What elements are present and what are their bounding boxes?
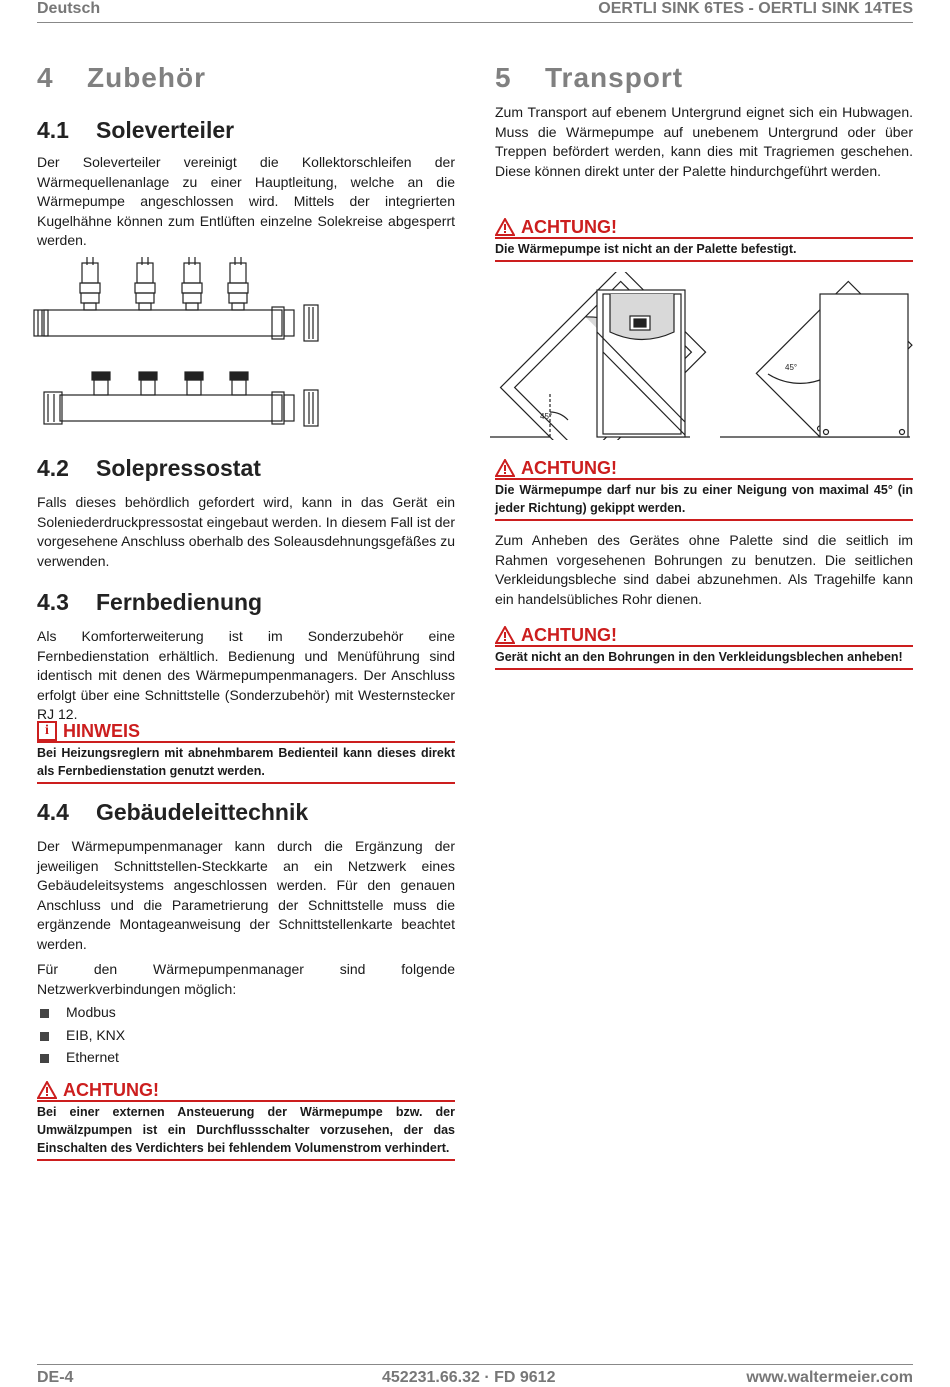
section-4-3-text: Als Komforterweiterung ist im Sonderzubehör eine Fernbedienstation erhältlich. Bedienung und Menüführung sind identisch mit denen des Wärmepumpenmanagers. Der Anschluss erfolgt über eine Schnittstelle (Sonderzubehör) mit Westernstecker RJ 12. (37, 628, 455, 722)
warning-icon (37, 1081, 57, 1099)
ball-valves (80, 257, 248, 310)
section-4-4-text-1: Der Wärmepumpenmanager kann durch die Ergänzung der jeweiligen Schnittstellen-Steckkarte an ein Netzwerk eines Gebäudeleitsystems angeschlossen werden. Für den genauen Anschluss und die Parametrierung der Schnittstelle muss die ergänzende Montageanweisung der Schnittstellenkarte beachtet werden. (37, 838, 455, 952)
warning-title: ACHTUNG! (521, 457, 617, 478)
section-4-4 (37, 799, 455, 1069)
section-4-1 (37, 117, 455, 251)
section-5-paragraph-2: Zum Anheben des Gerätes ohne Palette sind die seitlich im Rahmen vorgesehenen Bohrungen zu benutzen. Die seitlichen Verkleidungsbleche sind dabei abzunehmen. Als Tragehilfe kann ein handelsübliches Rohr dienen. (495, 532, 913, 607)
soleverteiler-illustration (30, 255, 340, 435)
footer-page-number: DE-4 (37, 1369, 74, 1386)
page-footer (37, 1364, 913, 1387)
warning-title: ACHTUNG! (521, 624, 617, 645)
tilt-illustration (490, 272, 915, 440)
page-header (37, 0, 913, 23)
section-5-text: Zum Transport auf ebenem Untergrund eignet sich ein Hubwagen. Muss die Wärmepumpe auf unebenem Untergrund oder über Treppen befördert werden, kann dies mit Tragriemen geschehen. Diese können direkt unter der Palette hindurchgeführt werden. (495, 104, 913, 179)
section-5-heading: 5 Transport (495, 62, 684, 93)
warning-text: Die Wärmepumpe darf nur bis zu einer Neigung von maximal 45° (in jeder Richtung) gekippt werden. (495, 478, 913, 521)
warning-icon (495, 626, 515, 644)
list-item: Modbus (37, 1001, 455, 1024)
warning-box-5b (495, 458, 913, 521)
section-4-1-text: Der Soleverteiler vereinigt die Kollektorschleifen der Wärmequellenanlage zu einer Hauptleitung, welche an die Wärmepumpe angeschlossen wird. Mittels der integrierten Kugelhähne können zum Entlüften einzelne Solekreise abgesperrt werden. (37, 154, 455, 248)
info-icon: i (37, 721, 57, 741)
hinweis-box (37, 721, 455, 784)
warning-icon (495, 459, 515, 477)
section-4-2 (37, 455, 455, 571)
warning-box-5c (495, 625, 913, 670)
angle-label: 45° (785, 363, 798, 372)
warning-icon (495, 218, 515, 236)
section-5-text-2 (495, 531, 913, 609)
section-4 (37, 62, 455, 94)
warning-box-4-4 (37, 1080, 455, 1161)
section-4-1-heading: 4.1 Soleverteiler (37, 117, 235, 143)
section-4-3-heading: 4.3 Fernbedienung (37, 589, 263, 615)
warning-title: ACHTUNG! (63, 1079, 159, 1100)
header-product: OERTLI SINK 6TES - OERTLI SINK 14TES (598, 0, 913, 17)
list-item: EIB, KNX (37, 1024, 455, 1047)
warning-text: Die Wärmepumpe ist nicht an der Palette befestigt. (495, 237, 913, 262)
section-5 (495, 62, 913, 181)
footer-website: www.waltermeier.com (746, 1369, 913, 1386)
warning-text: Bei einer externen Ansteuerung der Wärmepumpe bzw. der Umwälzpumpen ist ein Durchflussschalter vorzusehen, der das Einschalten des Verdichters bei fehlendem Volumenstrom verhindert. (37, 1100, 455, 1161)
warning-text: Gerät nicht an den Bohrungen in den Verkleidungsblechen anheben! (495, 645, 913, 670)
section-4-2-text: Falls dieses behördlich gefordert wird, kann in das Gerät ein Soleniederdruckpressostat eingebaut werden. In diesem Fall ist der vorgesehene Anschluss oberhalb des Soleausdehnungsgefäßes zu verwenden. (37, 494, 455, 569)
list-item: Ethernet (37, 1046, 455, 1069)
header-language: Deutsch (37, 0, 101, 17)
section-4-4-text-2: Für den Wärmepumpenmanager sind folgende Netzwerkverbindungen möglich: (37, 961, 455, 997)
warning-box-5a (495, 217, 913, 262)
section-4-4-heading: 4.4 Gebäudeleittechnik (37, 799, 309, 825)
hinweis-text: Bei Heizungsreglern mit abnehmbarem Bedienteil kann dieses direkt als Fernbedienstation genutzt werden. (37, 741, 455, 784)
hinweis-title: HINWEIS (63, 720, 141, 741)
network-list (37, 1001, 455, 1069)
section-4-heading: 4 Zubehör (37, 62, 206, 93)
footer-doc-number: 452231.66.32 · FD 9612 (382, 1369, 556, 1386)
angle-label: 45° (540, 412, 553, 421)
section-4-3 (37, 589, 455, 725)
section-4-2-heading: 4.2 Solepressostat (37, 455, 261, 481)
warning-title: ACHTUNG! (521, 216, 617, 237)
